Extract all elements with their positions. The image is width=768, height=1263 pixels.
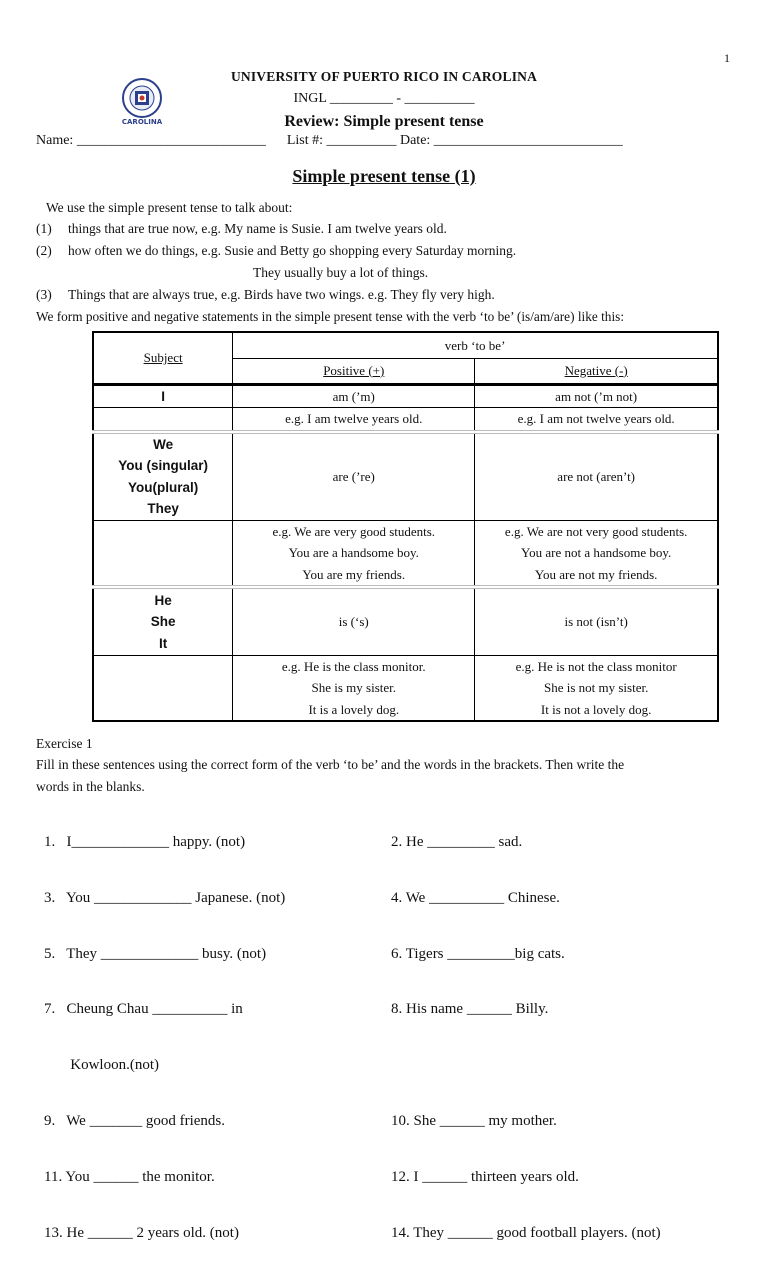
example-line: You are not a handsome boy. [521, 545, 672, 560]
exercise-item: 13. He ______ 2 years old. (not) [44, 1224, 239, 1241]
positive-is: is (‘s) [233, 587, 475, 655]
subject-you-plural: You(plural) [127, 479, 199, 495]
exercise-item: 10. She ______ my mother. [391, 1112, 557, 1129]
verb-to-be-table [92, 331, 719, 722]
item-3-text: Things that are always true, e.g. Birds have two wings. e.g. They fly very high. [68, 287, 495, 302]
verb-header: verb ‘to be’ [233, 332, 718, 358]
subject-we: We [153, 436, 174, 452]
example-line: It is not a lovely dog. [540, 701, 652, 717]
subjects-plural [93, 432, 233, 521]
exercise-item: 14. They ______ good football players. (not) [391, 1224, 661, 1241]
example-line: e.g. We are very good students. [272, 523, 436, 539]
positive-are: are (’re) [233, 432, 475, 521]
example-positive-i: e.g. I am twelve years old. [233, 408, 475, 432]
exercise-left-column [44, 800, 285, 1263]
example-line: She is not my sister. [543, 680, 649, 695]
exercise-item: 4. We __________ Chinese. [391, 889, 560, 906]
page-number: 1 [724, 51, 730, 65]
intro-lead: We use the simple present tense to talk about: [46, 200, 293, 215]
example-line: e.g. We are not very good students. [504, 523, 688, 539]
empty-cell [93, 408, 233, 432]
negative-is: is not (isn’t) [475, 587, 718, 655]
negative-header: Negative (-) [475, 358, 718, 384]
exercise-item: Kowloon.(not) [44, 1057, 159, 1074]
subject-he: He [154, 592, 172, 608]
negative-are: are not (aren’t) [475, 432, 718, 521]
student-info-line: Name: ___________________________ List #: __________ Date: ___________________________ [36, 133, 623, 148]
exercise-item: 6. Tigers _________big cats. [391, 945, 565, 962]
exercise-item: 1. I_____________ happy. (not) [44, 834, 246, 850]
exercise-item [391, 1057, 661, 1079]
exercise-item: 2. He _________ sad. [391, 834, 523, 850]
empty-cell [93, 655, 233, 721]
examples-positive-are [233, 520, 475, 587]
example-line: It is a lovely dog. [308, 701, 400, 717]
subject-you-singular: You (singular) [118, 458, 208, 473]
exercise-right-column [391, 800, 661, 1263]
item-2-number: (2) [36, 243, 52, 258]
svg-text:CAROLINA: CAROLINA [121, 118, 163, 126]
item-2-text: how often we do things, e.g. Susie and Betty go shopping every Saturday morning. [68, 243, 517, 258]
positive-i: am (’m) [233, 384, 475, 408]
subject-header: Subject [93, 332, 233, 384]
form-note: We form positive and negative statements in the simple present tense with the verb ‘to be’ (is/am/are) like this: [36, 309, 625, 324]
subject-she: She [150, 614, 176, 629]
exercise-item: 7. Cheung Chau __________ in [44, 1001, 243, 1018]
exercise-item: 12. I ______ thirteen years old. [391, 1168, 579, 1185]
exercise-item: 9. We _______ good friends. [44, 1112, 225, 1129]
item-1-number: (1) [36, 221, 52, 236]
positive-header: Positive (+) [233, 358, 475, 384]
example-line: You are my friends. [302, 566, 406, 582]
subject-i: I [93, 384, 233, 408]
example-line: You are not my friends. [534, 566, 658, 582]
item-1-text: things that are true now, e.g. My name is Susie. I am twelve years old. [68, 221, 447, 236]
item-3-number: (3) [36, 287, 52, 302]
item-2-continuation: They usually buy a lot of things. [253, 265, 429, 280]
examples-negative-is [475, 655, 718, 721]
example-line: e.g. He is the class monitor. [281, 658, 426, 674]
page-title: Simple present tense (1) [292, 166, 476, 186]
exercise-item: 8. His name ______ Billy. [391, 1001, 549, 1018]
subject-it: It [158, 635, 168, 651]
exercise-item: 5. They _____________ busy. (not) [44, 945, 267, 962]
exercise-instructions-1: Fill in these sentences using the correct form of the verb ‘to be’ and the words in the brackets. Then write the [36, 757, 625, 772]
examples-negative-are [475, 520, 718, 587]
subjects-third-person [93, 587, 233, 655]
university-name: UNIVERSITY OF PUERTO RICO IN CAROLINA [230, 69, 538, 84]
exercise-item: 3. You _____________ Japanese. (not) [44, 889, 286, 906]
review-heading: Review: Simple present tense [284, 113, 484, 130]
exercise-title: Exercise 1 [36, 736, 93, 751]
exercise-instructions-2: words in the blanks. [36, 779, 145, 794]
exercise-item: 11. You ______ the monitor. [44, 1168, 215, 1185]
empty-cell [93, 520, 233, 587]
subject-they: They [147, 501, 179, 516]
examples-positive-is [233, 655, 475, 721]
example-line: e.g. He is not the class monitor [515, 658, 677, 674]
example-line: You are a handsome boy. [288, 545, 419, 560]
example-line: She is my sister. [311, 680, 397, 695]
negative-i: am not (’m not) [475, 384, 718, 408]
example-negative-i: e.g. I am not twelve years old. [475, 408, 718, 432]
course-code-line: INGL _________ - __________ [293, 91, 475, 106]
